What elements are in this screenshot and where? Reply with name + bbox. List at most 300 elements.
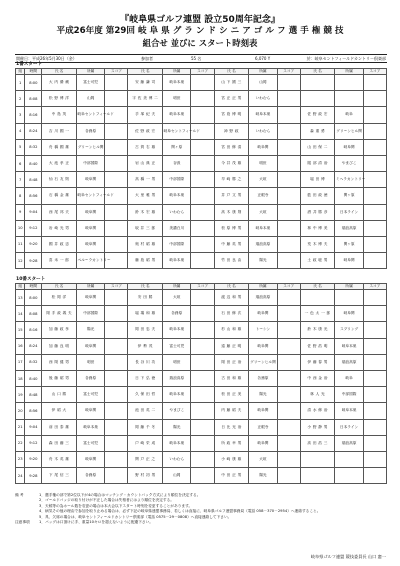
player-club: いわむら [249, 91, 277, 107]
scorer-cell [277, 139, 300, 155]
player-club: いわむら [163, 451, 191, 467]
group-number: 6 [16, 155, 25, 171]
player-club: 瑞浪高原 [249, 236, 277, 252]
player-club: 富士可児 [76, 435, 104, 451]
player-name: 古 賀 右 雄 [128, 139, 163, 155]
scorer-cell [105, 451, 128, 467]
player-name: 山 口 勝 [42, 387, 77, 403]
scorer-cell [363, 354, 386, 370]
tee-time: 8:32 [25, 354, 42, 370]
scorer-cell [105, 435, 128, 451]
player-club: 関ヶ原 [163, 139, 191, 155]
tee-time: 9:12 [25, 220, 42, 236]
meta-bar [15, 54, 387, 63]
player-club: 岐阜関 [335, 253, 363, 269]
player-club: 岐阜関 [76, 172, 104, 188]
table-row [16, 387, 387, 403]
col-header-club: 所属 [335, 284, 363, 290]
scorer-cell [277, 155, 300, 171]
player-name: 鈴 木 宏 雄 [128, 204, 163, 220]
table-row [16, 155, 387, 171]
player-name: 安 田 勝 [128, 290, 163, 306]
scorer-cell [191, 435, 214, 451]
player-name: 井 戸 文 男 [214, 188, 249, 204]
player-club: 中部国際 [76, 306, 104, 322]
table-row [16, 338, 387, 354]
group-number: 2 [16, 91, 25, 107]
scorer-cell [363, 451, 386, 467]
player-club: 中部国際 [76, 155, 104, 171]
note-line: 4．病気その他の理由で参加を取り止める場合は、必ず下記の岐阜県連盟事務局、若しくは直接に、岐阜県ゴルフ連盟事務局（電話 058－370－2954）へ連絡すること。 [39, 509, 321, 514]
table-row [16, 419, 387, 435]
scorer-cell [277, 236, 300, 252]
player-club [335, 468, 363, 484]
tee-time: 9:20 [25, 236, 42, 252]
table-row [16, 107, 387, 123]
player-name: 今 井 茂 雄 [214, 155, 249, 171]
scorer-cell [105, 139, 128, 155]
player-name: 森 重 勇 [300, 123, 335, 139]
player-club: 明世 [163, 91, 191, 107]
player-name: 加 藤 政 孝 [42, 322, 77, 338]
player-name: 戸 崎 栄 成 [128, 435, 163, 451]
scorer-cell [105, 370, 128, 386]
player-name: 佐 野 浩 明 [300, 338, 335, 354]
scorer-cell [191, 290, 214, 306]
player-club [335, 451, 363, 467]
tee-time: 8:08 [25, 306, 42, 322]
player-name [300, 468, 335, 484]
col-header-name: 氏 名 [300, 69, 335, 75]
tee-time: 8:16 [25, 322, 42, 338]
meta-venue: 於：岐阜セントフィールドカントリー倶楽部 [306, 56, 386, 61]
player-club: 瑞浪高原 [335, 220, 363, 236]
player-club: 岐阜セントフィールド [76, 188, 104, 204]
col-header-scorer: スコア [105, 69, 128, 75]
player-name: 鈴 木 康 光 [300, 322, 335, 338]
player-club: 岐阜関 [335, 306, 363, 322]
scorer-cell [191, 306, 214, 322]
player-name: 長 谷 川 功 [128, 354, 163, 370]
player-club: 岐阜関 [76, 220, 104, 236]
scorer-cell [105, 322, 128, 338]
player-name: 荒 木 博 夫 [300, 236, 335, 252]
notes-block [15, 493, 387, 525]
player-name: 小 崎 康 雄 [214, 451, 249, 467]
scorer-cell [363, 253, 386, 269]
group-number: 10 [16, 220, 25, 236]
scorer-cell [105, 236, 128, 252]
table-row [16, 172, 387, 188]
player-club: 岐阜本巣 [163, 75, 191, 91]
player-club: 岐阜関 [76, 236, 104, 252]
player-name: 岡 手 政 義 夫 [42, 306, 77, 322]
player-name: 松 野 博 洋 [42, 91, 77, 107]
player-name: 加 藤 良 明 [42, 338, 77, 354]
player-club: 大垣 [163, 290, 191, 306]
player-name: 渡 辺 和 男 [214, 290, 249, 306]
col-header-name: 氏 名 [42, 69, 77, 75]
player-club: 岐阜本巣 [163, 387, 191, 403]
player-club: 岐阜本巣 [335, 403, 363, 419]
scorer-cell [363, 403, 386, 419]
table-row [16, 435, 387, 451]
tee-time: 8:00 [25, 290, 42, 306]
table-row [16, 370, 387, 386]
player-name: 仙 石 友 則 [42, 172, 77, 188]
scorer-cell [191, 419, 214, 435]
col-header-name: 氏 名 [128, 69, 163, 75]
scorer-cell [105, 155, 128, 171]
scorer-cell [277, 403, 300, 419]
tee-time: 8:48 [25, 172, 42, 188]
scorer-cell [363, 370, 386, 386]
player-name: 小 野 静 男 [300, 419, 335, 435]
player-club: 富士可児 [163, 338, 191, 354]
scorer-cell [191, 253, 214, 269]
scorer-cell [363, 322, 386, 338]
player-name: 岩 山 典 正 [128, 155, 163, 171]
section2-table [15, 283, 387, 484]
player-name: 中 藤 英 男 [214, 236, 249, 252]
player-club: 岐阜関 [249, 338, 277, 354]
player-name: 高 橋 一 男 [128, 172, 163, 188]
player-name: 奥 村 昭 雄 [128, 236, 163, 252]
player-club: 岐阜関 [249, 403, 277, 419]
scorer-cell [277, 220, 300, 236]
player-club: 美濃白川 [163, 220, 191, 236]
col-header-scorer: スコア [363, 284, 386, 290]
player-name: 中 西 金 治 [300, 370, 335, 386]
scorer-cell [277, 322, 300, 338]
tee-time: 8:24 [25, 123, 42, 139]
scorer-cell [277, 306, 300, 322]
scorer-cell [105, 354, 128, 370]
player-club: 日本ライン [335, 204, 363, 220]
col-header-club: 所属 [163, 284, 191, 290]
notes-label: 備 考 [15, 493, 24, 497]
scorer-cell [363, 387, 386, 403]
col-header-name: 氏 名 [214, 284, 249, 290]
player-club: 岐阜関 [76, 204, 104, 220]
scorer-cell [105, 387, 128, 403]
player-name: 森 田 藤 三 [42, 435, 77, 451]
scorer-cell [277, 419, 300, 435]
player-club: グリーンヒル関 [76, 139, 104, 155]
player-name: 中 島 茂 [42, 107, 77, 123]
player-name: 早 崎 勝 之 [214, 172, 249, 188]
tee-time: 8:00 [25, 75, 42, 91]
player-name: 松 原 博 男 [214, 220, 249, 236]
scorer-cell [105, 172, 128, 188]
scorer-cell [105, 306, 128, 322]
scorer-cell [105, 338, 128, 354]
player-name: 松 岡 洋 [42, 290, 77, 306]
group-number: 12 [16, 253, 25, 269]
tee-time: 9:04 [25, 204, 42, 220]
scorer-cell [277, 451, 300, 467]
player-name: 遠 藤 正 明 [214, 338, 249, 354]
col-header-num: 組 [16, 69, 25, 75]
table-row [16, 204, 387, 220]
player-club: 岐阜関 [76, 338, 104, 354]
scorer-cell [363, 435, 386, 451]
player-club: 山岡 [163, 468, 191, 484]
player-name: 手 塚 紀 夫 [128, 107, 163, 123]
scorer-cell [277, 91, 300, 107]
player-name: 松 田 正 美 [214, 387, 249, 403]
player-club: 中部国際 [163, 172, 191, 188]
scorer-cell [363, 172, 386, 188]
player-name: 國 井 政 忠 [42, 236, 77, 252]
player-club: 中部国際 [163, 236, 191, 252]
player-name [300, 290, 335, 306]
meta-date: 開催日：平成26年5月30日（金） [16, 56, 77, 61]
player-club: 岐阜 [335, 370, 363, 386]
player-name: 宇 佐 美 博 二 [128, 91, 163, 107]
tee-time: 8:16 [25, 107, 42, 123]
col-header-name: 氏 名 [42, 284, 77, 290]
player-club: 大垣 [249, 172, 277, 188]
scorer-cell [191, 338, 214, 354]
col-header-scorer: スコア [277, 69, 300, 75]
player-name: 酒 井 勝 彦 [300, 204, 335, 220]
group-number: 14 [16, 306, 25, 322]
table-row [16, 403, 387, 419]
table-row [16, 306, 387, 322]
player-club: 谷汲 [163, 155, 191, 171]
col-header-club: 所属 [249, 284, 277, 290]
group-number: 9 [16, 204, 25, 220]
table-row [16, 139, 387, 155]
player-name: 石 橋 金 雄 [42, 188, 77, 204]
note-line: 3．天候等の為ホール数を変更の場合は本大会以下スタート時刻を変更することがあります。 [39, 503, 193, 508]
col-header-time: 時間 [25, 69, 42, 75]
meta-entrants-label: 参加者 [141, 56, 153, 61]
player-name: 伊 藤 春 男 [300, 354, 335, 370]
player-club: 岐阜本巣 [163, 188, 191, 204]
player-club: 大垣 [249, 204, 277, 220]
group-number: 24 [16, 468, 25, 484]
scorer-cell [105, 75, 128, 91]
player-name: 中 田 正 男 [214, 468, 249, 484]
tee-time: 8:08 [25, 91, 42, 107]
group-number: 11 [16, 236, 25, 252]
player-club: 各務原 [76, 370, 104, 386]
table-row [16, 253, 387, 269]
player-club [335, 290, 363, 306]
group-number: 7 [16, 172, 25, 188]
notes-lines [39, 493, 320, 520]
scorer-cell [277, 107, 300, 123]
scorer-cell [191, 139, 214, 155]
player-club: 岐阜関 [76, 451, 104, 467]
tee-time: 9:20 [25, 451, 42, 467]
scorer-cell [277, 123, 300, 139]
player-name: 久 保 田 哲 [128, 387, 163, 403]
section1-table [15, 68, 387, 269]
scorer-cell [363, 419, 386, 435]
player-name: 林 中 博 美 [300, 220, 335, 236]
scorer-cell [277, 338, 300, 354]
col-header-club: 所属 [76, 284, 104, 290]
table-row [16, 188, 387, 204]
scorer-cell [105, 419, 128, 435]
player-name: 佐 野 政 宏 [300, 107, 335, 123]
player-club: 各務原 [76, 123, 104, 139]
player-name: 佐 野 政 宏 [128, 123, 163, 139]
group-number: 22 [16, 435, 25, 451]
player-name: 宮 田 修 清 [214, 139, 249, 155]
scorer-cell [191, 370, 214, 386]
player-name: 関 戸 正 之 [128, 451, 163, 467]
player-club: 中部国際 [335, 387, 363, 403]
player-club: 陽光 [163, 419, 191, 435]
tee-time: 9:28 [25, 253, 42, 269]
group-number: 3 [16, 107, 25, 123]
player-club: トーシン [249, 322, 277, 338]
scorer-cell [191, 354, 214, 370]
player-name: 日 比 光 治 [214, 419, 249, 435]
player-club: 岐阜本巣 [249, 107, 277, 123]
group-number: 16 [16, 338, 25, 354]
player-name: 日 下 弘 徳 [128, 370, 163, 386]
table-row [16, 354, 387, 370]
player-name: 坂 井 三 郎 [128, 220, 163, 236]
table-row [16, 290, 387, 306]
player-club: いわむら [163, 204, 191, 220]
table-row [16, 91, 387, 107]
scorer-cell [277, 387, 300, 403]
player-club: 岐阜関 [76, 290, 104, 306]
player-name: 大 内 優 蔵 [42, 75, 77, 91]
col-header-name: 氏 名 [300, 284, 335, 290]
col-header-club: 所属 [163, 69, 191, 75]
title-line-2: 平成26年度 第29回 岐 阜 県 グ ラ ン ド シ ニ ア ゴ ル フ 選 手 権 競 技 [56, 26, 344, 36]
player-club: 岐阜本巣 [249, 220, 277, 236]
scorer-cell [191, 403, 214, 419]
player-name: 岡 田 忠 夫 [128, 322, 163, 338]
player-club: やまびこ [163, 403, 191, 419]
scorer-cell [363, 236, 386, 252]
player-name: 山 下 國 三 [214, 75, 249, 91]
scorer-cell [277, 468, 300, 484]
scorer-cell [277, 435, 300, 451]
group-number: 23 [16, 451, 25, 467]
col-header-club: 所属 [335, 69, 363, 75]
player-name: 伊 勢 茂 [128, 338, 163, 354]
player-club: いわむら [249, 123, 277, 139]
player-club: 正眼寺 [249, 188, 277, 204]
player-club: 岐阜本巣 [76, 419, 104, 435]
player-club: 富士可児 [76, 387, 104, 403]
player-club: ベルーラカントリー [76, 253, 104, 269]
scorer-cell [363, 139, 386, 155]
scorer-cell [191, 107, 214, 123]
section1-label: 1番スタート [16, 62, 43, 67]
scorer-cell [277, 172, 300, 188]
player-name: 前 田 泰 雄 [42, 419, 77, 435]
notice-text: 1．バッグは口頂けに手、重量10キロを超えないように配慮下さい。 [39, 520, 153, 525]
scorer-cell [105, 91, 128, 107]
table-row [16, 220, 387, 236]
group-number: 15 [16, 322, 25, 338]
note-line: 2．ゴールドバッジの取り付けが不正した場合は失格者にはより順位を決定する。 [39, 498, 174, 503]
player-name: 舟 木 英 雄 [42, 451, 77, 467]
scorer-cell [191, 91, 214, 107]
col-header-scorer: スコア [191, 284, 214, 290]
player-name: 清 水 修 治 [300, 403, 335, 419]
col-header-scorer: スコア [191, 69, 214, 75]
scorer-cell [277, 290, 300, 306]
player-name: 石 田 修 次 [214, 306, 249, 322]
scorer-cell [363, 155, 386, 171]
player-name: 一 色 太 一 郎 [300, 306, 335, 322]
player-club: 瑞浪高原 [335, 354, 363, 370]
group-number: 17 [16, 354, 25, 370]
scorer-cell [105, 204, 128, 220]
scorer-cell [277, 354, 300, 370]
player-name: 岡 田 正 治 [214, 354, 249, 370]
scorer-cell [105, 290, 128, 306]
player-club: 明世 [249, 155, 277, 171]
player-club: スプリング [335, 322, 363, 338]
player-name: 内 藤 昭 夫 [214, 403, 249, 419]
scorer-cell [105, 123, 128, 139]
player-club: 岐阜関 [249, 435, 277, 451]
player-name: 喜 米 一 郎 [42, 253, 77, 269]
scorer-cell [363, 306, 386, 322]
table-row [16, 75, 387, 91]
player-club: 陽光 [249, 387, 277, 403]
scorer-cell [191, 468, 214, 484]
scorer-cell [363, 91, 386, 107]
group-number: 13 [16, 290, 25, 306]
player-club: 富士可児 [76, 75, 104, 91]
player-club: 瑞浪高原 [249, 290, 277, 306]
meta-yardage: 6,070 Y [255, 56, 271, 61]
tee-time: 8:56 [25, 403, 42, 419]
player-club: 日本ライン [335, 419, 363, 435]
player-name: 林 人 光 [300, 387, 335, 403]
player-club: 明世 [76, 354, 104, 370]
section2-label: 10番スタート [16, 277, 46, 282]
player-club: 岐阜関 [76, 403, 104, 419]
scorer-cell [191, 451, 214, 467]
table-row [16, 451, 387, 467]
player-club [335, 75, 363, 91]
player-name: 後 藤 昭 男 [42, 370, 77, 386]
tee-time: 8:32 [25, 139, 42, 155]
group-number: 8 [16, 188, 25, 204]
scorer-cell [191, 204, 214, 220]
player-club: 岐阜関 [249, 139, 277, 155]
player-name: 藍 田 政 徳 [300, 188, 335, 204]
player-name: 大 里 雅 男 [128, 188, 163, 204]
col-header-num: 組 [16, 284, 25, 290]
tee-time: 9:12 [25, 435, 42, 451]
player-club: 岐阜本巣 [163, 322, 191, 338]
col-header-scorer: スコア [277, 284, 300, 290]
player-name: 吉 川 國 一 [42, 123, 77, 139]
table-row [16, 468, 387, 484]
group-number: 20 [16, 403, 25, 419]
scorer-cell [363, 468, 386, 484]
scorer-cell [277, 75, 300, 91]
col-header-club: 所属 [249, 69, 277, 75]
player-name: 安 藤 謙 司 [128, 75, 163, 91]
table-row [16, 123, 387, 139]
